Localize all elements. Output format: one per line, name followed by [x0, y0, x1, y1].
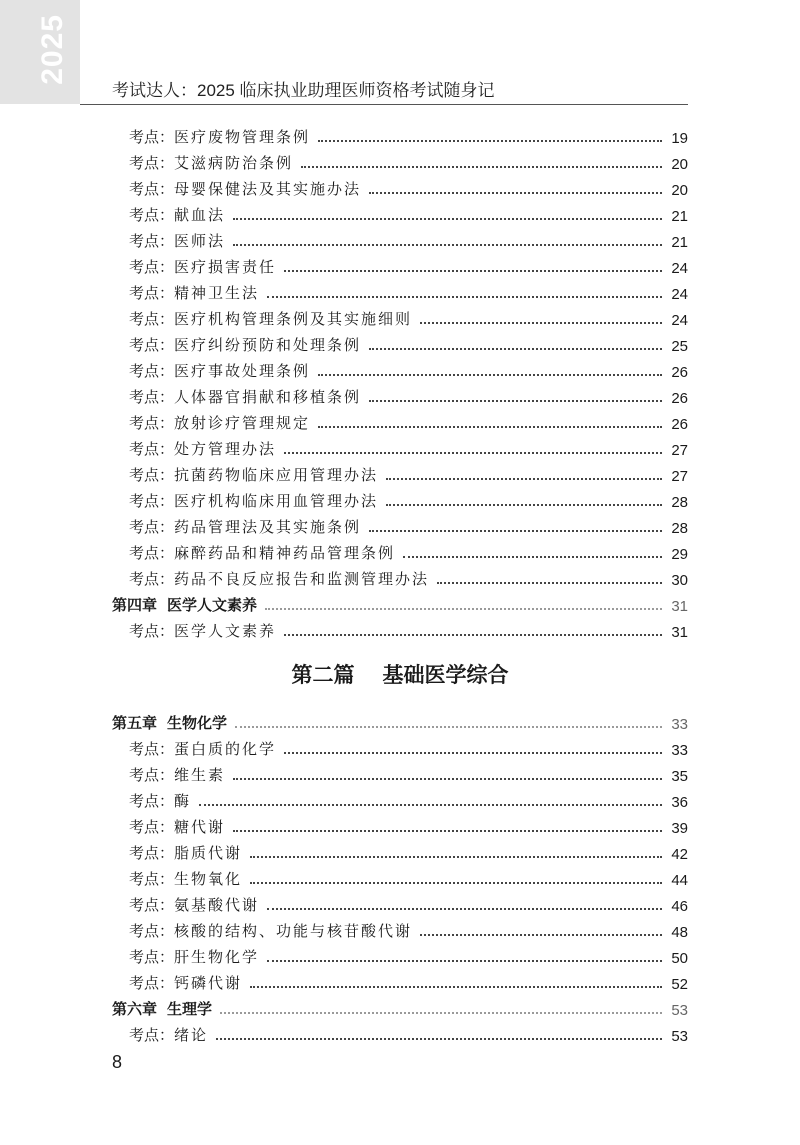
- toc-entry-lead: [112, 542, 395, 563]
- dot-leader: [284, 634, 662, 636]
- toc-entry-lead: [112, 178, 361, 199]
- entry-title: 献血法: [174, 206, 226, 224]
- entry-label: 考点：: [129, 766, 175, 784]
- entry-page-number: 39: [671, 820, 688, 837]
- entry-label: 考点：: [129, 896, 175, 914]
- running-header: 考试达人：2025 临床执业助理医师资格考试随身记: [112, 81, 495, 100]
- entry-page-number: 21: [671, 208, 688, 225]
- dot-leader: [284, 452, 662, 454]
- entry-title: 放射诊疗管理规定: [174, 414, 311, 432]
- entry-title: 医疗废物管理条例: [174, 128, 311, 146]
- entry-title: 肝生物化学: [174, 948, 260, 966]
- entry-page-number: 42: [671, 846, 688, 863]
- toc-entry-row[interactable]: [112, 121, 688, 147]
- entry-label: 考点：: [129, 284, 175, 302]
- dot-leader: [301, 166, 662, 168]
- toc-entry-row[interactable]: [112, 733, 688, 759]
- entry-label: 考点：: [129, 414, 175, 432]
- entry-page-number: 31: [671, 624, 688, 641]
- toc-entry-lead: [112, 620, 276, 641]
- toc-entry-row[interactable]: [112, 147, 688, 173]
- entry-page-number: 44: [671, 872, 688, 889]
- entry-page-number: 33: [671, 716, 688, 733]
- entry-label: 考点：: [129, 922, 175, 940]
- entry-page-number: 25: [671, 338, 688, 355]
- dot-leader: [250, 856, 662, 858]
- dot-leader: [284, 270, 662, 272]
- entry-page-number: 27: [671, 442, 688, 459]
- dot-leader: [284, 752, 662, 754]
- chapter-title: 生物化学: [167, 715, 228, 732]
- toc-entry-row[interactable]: [112, 759, 688, 785]
- toc-entry-lead: [112, 256, 276, 277]
- entry-title: 酶: [174, 792, 192, 810]
- toc-chapter-row[interactable]: [112, 993, 688, 1019]
- entry-title: 人体器官捐献和移植条例: [174, 388, 362, 406]
- entry-page-number: 24: [671, 286, 688, 303]
- side-tab-year: 2025: [36, 14, 69, 85]
- toc-entry-lead: [112, 386, 361, 407]
- entry-title: 脂质代谢: [174, 844, 243, 862]
- toc-entry-row[interactable]: [112, 329, 688, 355]
- dot-leader: [233, 218, 662, 220]
- page-number: 8: [112, 1052, 123, 1072]
- toc-entry-lead: [112, 308, 412, 329]
- entry-title: 核酸的结构、功能与核苷酸代谢: [174, 922, 413, 940]
- dot-leader: [369, 192, 662, 194]
- entry-page-number: 26: [671, 416, 688, 433]
- entry-label: 考点：: [129, 492, 175, 510]
- entry-page-number: 27: [671, 468, 688, 485]
- toc-chapter-row[interactable]: [112, 589, 688, 615]
- entry-label: 考点：: [129, 310, 175, 328]
- entry-title: 精神卫生法: [174, 284, 260, 302]
- entry-label: 考点：: [129, 1026, 175, 1044]
- toc-entry-row[interactable]: [112, 615, 688, 641]
- toc-entry-lead: [112, 360, 310, 381]
- entry-title: 医学人文素养: [174, 622, 277, 640]
- toc-entry-lead: [112, 920, 412, 941]
- dot-leader: [318, 140, 662, 142]
- entry-page-number: 20: [671, 156, 688, 173]
- entry-label: 考点：: [129, 740, 175, 758]
- entry-label: 考点：: [129, 154, 175, 172]
- entry-title: 氨基酸代谢: [174, 896, 260, 914]
- toc-entry-row[interactable]: [112, 967, 688, 993]
- toc-entry-row[interactable]: [112, 381, 688, 407]
- toc-entry-row[interactable]: [112, 915, 688, 941]
- toc-entry-row[interactable]: [112, 303, 688, 329]
- toc-entry-row[interactable]: [112, 199, 688, 225]
- table-of-contents: [112, 121, 688, 1045]
- dot-leader: [318, 374, 662, 376]
- toc-entry-row[interactable]: [112, 459, 688, 485]
- dot-leader: [420, 934, 662, 936]
- entry-page-number: 52: [671, 976, 688, 993]
- entry-title: 维生素: [174, 766, 226, 784]
- toc-entry-lead: [112, 464, 378, 485]
- toc-section-b: [112, 707, 688, 1045]
- toc-section-a: [112, 121, 688, 641]
- toc-entry-lead: [112, 282, 259, 303]
- entry-label: 考点：: [129, 844, 175, 862]
- chapter-label: 第五章: [112, 715, 158, 732]
- entry-page-number: 31: [671, 598, 688, 615]
- entry-title: 绪论: [174, 1026, 209, 1044]
- entry-page-number: 30: [671, 572, 688, 589]
- entry-title: 抗菌药物临床应用管理办法: [174, 466, 379, 484]
- entry-title: 医疗损害责任: [174, 258, 277, 276]
- entry-page-number: 20: [671, 182, 688, 199]
- dot-leader: [265, 608, 662, 610]
- entry-page-number: 36: [671, 794, 688, 811]
- dot-leader: [369, 400, 662, 402]
- entry-page-number: 24: [671, 260, 688, 277]
- dot-leader: [267, 960, 662, 962]
- entry-page-number: 28: [671, 520, 688, 537]
- toc-entry-lead: [112, 894, 259, 915]
- entry-page-number: 26: [671, 364, 688, 381]
- toc-entry-lead: [112, 842, 242, 863]
- toc-entry-lead: [112, 490, 378, 511]
- toc-entry-row[interactable]: [112, 563, 688, 589]
- entry-page-number: 53: [671, 1028, 688, 1045]
- entry-page-number: 19: [671, 130, 688, 147]
- entry-label: 考点：: [129, 206, 175, 224]
- toc-entry-row[interactable]: [112, 511, 688, 537]
- toc-entry-lead: [112, 152, 293, 173]
- entry-label: 考点：: [129, 258, 175, 276]
- toc-entry-lead: [112, 594, 257, 615]
- entry-title: 医疗事故处理条例: [174, 362, 311, 380]
- entry-title: 糖代谢: [174, 818, 226, 836]
- toc-entry-row[interactable]: [112, 173, 688, 199]
- entry-title: 钙磷代谢: [174, 974, 243, 992]
- toc-entry-lead: [112, 972, 242, 993]
- chapter-title: 医学人文素养: [167, 597, 258, 614]
- dot-leader: [235, 726, 662, 728]
- entry-page-number: 35: [671, 768, 688, 785]
- dot-leader: [267, 296, 662, 298]
- toc-entry-lead: [112, 1024, 208, 1045]
- header-rule: [80, 104, 688, 105]
- entry-page-number: 48: [671, 924, 688, 941]
- toc-entry-lead: [112, 712, 227, 733]
- toc-entry-row[interactable]: [112, 537, 688, 563]
- dot-leader: [437, 582, 662, 584]
- entry-label: 考点：: [129, 792, 175, 810]
- part-heading-title: 基础医学综合: [382, 662, 509, 687]
- dot-leader: [220, 1012, 662, 1014]
- toc-entry-lead: [112, 438, 276, 459]
- entry-label: 考点：: [129, 180, 175, 198]
- entry-label: 考点：: [129, 440, 175, 458]
- dot-leader: [250, 882, 662, 884]
- dot-leader: [233, 244, 662, 246]
- toc-entry-lead: [112, 204, 225, 225]
- entry-page-number: 28: [671, 494, 688, 511]
- entry-title: 艾滋病防治条例: [174, 154, 294, 172]
- dot-leader: [386, 478, 662, 480]
- toc-entry-row[interactable]: [112, 277, 688, 303]
- toc-entry-lead: [112, 868, 242, 889]
- part-heading-label: 第二篇: [291, 662, 355, 687]
- toc-entry-row[interactable]: [112, 407, 688, 433]
- toc-chapter-row[interactable]: [112, 707, 688, 733]
- entry-title: 医疗纠纷预防和处理条例: [174, 336, 362, 354]
- toc-entry-lead: [112, 568, 429, 589]
- side-tab: [0, 0, 80, 104]
- toc-entry-lead: [112, 230, 225, 251]
- entry-label: 考点：: [129, 466, 175, 484]
- entry-title: 母婴保健法及其实施办法: [174, 180, 362, 198]
- dot-leader: [369, 348, 662, 350]
- toc-entry-lead: [112, 738, 276, 759]
- entry-page-number: 46: [671, 898, 688, 915]
- entry-page-number: 53: [671, 1002, 688, 1019]
- toc-entry-lead: [112, 790, 191, 811]
- entry-title: 医疗机构管理条例及其实施细则: [174, 310, 413, 328]
- entry-title: 生物氧化: [174, 870, 243, 888]
- dot-leader: [216, 1038, 662, 1040]
- part-heading: [112, 641, 688, 707]
- toc-entry-lead: [112, 946, 259, 967]
- entry-page-number: 50: [671, 950, 688, 967]
- toc-entry-lead: [112, 334, 361, 355]
- toc-entry-row[interactable]: [112, 355, 688, 381]
- toc-entry-row[interactable]: [112, 811, 688, 837]
- entry-label: 考点：: [129, 622, 175, 640]
- entry-label: 考点：: [129, 974, 175, 992]
- entry-label: 考点：: [129, 870, 175, 888]
- entry-title: 蛋白质的化学: [174, 740, 277, 758]
- entry-page-number: 21: [671, 234, 688, 251]
- entry-title: 医疗机构临床用血管理办法: [174, 492, 379, 510]
- entry-title: 医师法: [174, 232, 226, 250]
- toc-entry-lead: [112, 412, 310, 433]
- toc-entry-row[interactable]: [112, 433, 688, 459]
- entry-label: 考点：: [129, 362, 175, 380]
- entry-page-number: 33: [671, 742, 688, 759]
- toc-entry-row[interactable]: [112, 251, 688, 277]
- entry-page-number: 26: [671, 390, 688, 407]
- entry-title: 麻醉药品和精神药品管理条例: [174, 544, 396, 562]
- dot-leader: [233, 830, 662, 832]
- toc-entry-lead: [112, 764, 225, 785]
- toc-entry-lead: [112, 816, 225, 837]
- entry-title: 药品管理法及其实施条例: [174, 518, 362, 536]
- dot-leader: [403, 556, 662, 558]
- dot-leader: [250, 986, 662, 988]
- toc-entry-row[interactable]: [112, 485, 688, 511]
- dot-leader: [420, 322, 662, 324]
- toc-entry-lead: [112, 998, 212, 1019]
- dot-leader: [369, 530, 662, 532]
- entry-title: 药品不良反应报告和监测管理办法: [174, 570, 430, 588]
- toc-entry-row[interactable]: [112, 225, 688, 251]
- dot-leader: [233, 778, 662, 780]
- toc-entry-lead: [112, 516, 361, 537]
- entry-label: 考点：: [129, 128, 175, 146]
- entry-label: 考点：: [129, 336, 175, 354]
- toc-entry-row[interactable]: [112, 863, 688, 889]
- entry-label: 考点：: [129, 232, 175, 250]
- entry-label: 考点：: [129, 544, 175, 562]
- toc-entry-row[interactable]: [112, 837, 688, 863]
- entry-label: 考点：: [129, 518, 175, 536]
- dot-leader: [267, 908, 662, 910]
- dot-leader: [318, 426, 662, 428]
- entry-label: 考点：: [129, 818, 175, 836]
- toc-entry-row[interactable]: [112, 1019, 688, 1045]
- entry-page-number: 29: [671, 546, 688, 563]
- toc-entry-lead: [112, 126, 310, 147]
- entry-label: 考点：: [129, 570, 175, 588]
- chapter-title: 生理学: [167, 1001, 213, 1018]
- entry-title: 处方管理办法: [174, 440, 277, 458]
- toc-entry-row[interactable]: [112, 941, 688, 967]
- toc-entry-row[interactable]: [112, 889, 688, 915]
- chapter-label: 第六章: [112, 1001, 158, 1018]
- chapter-label: 第四章: [112, 597, 158, 614]
- dot-leader: [199, 804, 662, 806]
- toc-entry-row[interactable]: [112, 785, 688, 811]
- entry-label: 考点：: [129, 948, 175, 966]
- dot-leader: [386, 504, 662, 506]
- entry-page-number: 24: [671, 312, 688, 329]
- entry-label: 考点：: [129, 388, 175, 406]
